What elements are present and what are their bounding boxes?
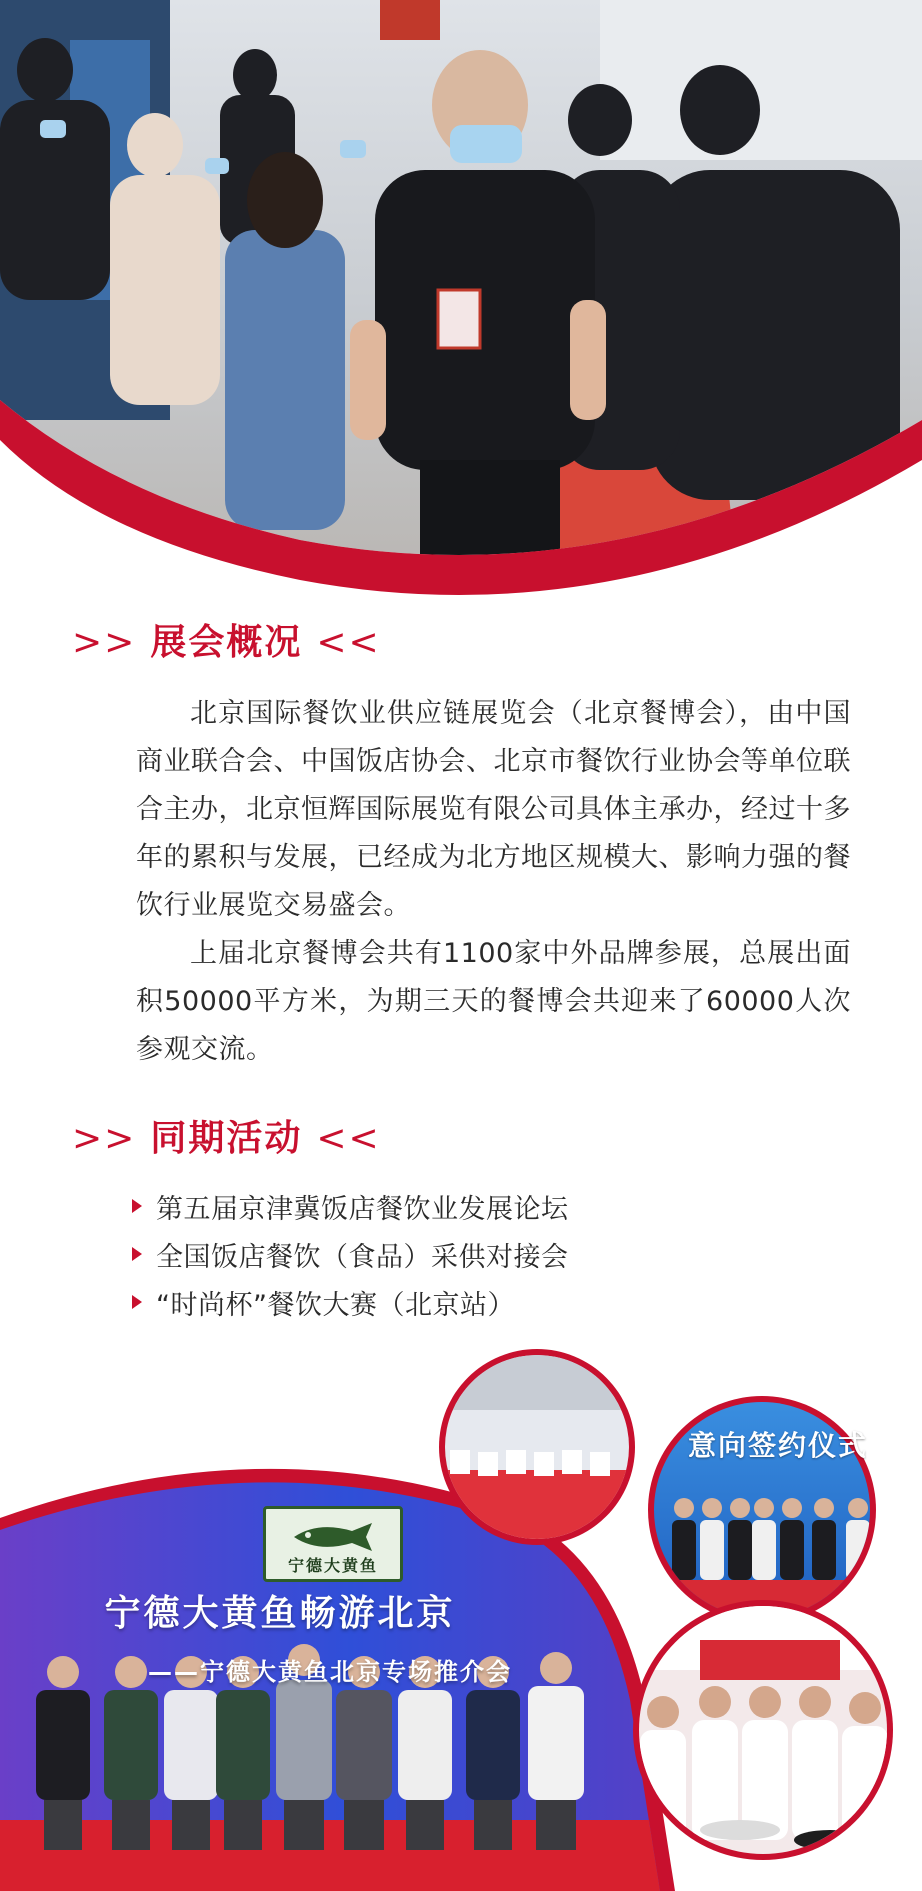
stage-subtitle: ——宁德大黄鱼北京专场推介会 bbox=[148, 1658, 512, 1686]
triangle-bullet-icon bbox=[132, 1247, 142, 1261]
hero-image bbox=[0, 0, 922, 600]
logo-text: 宁德大黄鱼 bbox=[287, 1556, 378, 1575]
overview-heading bbox=[72, 614, 381, 665]
overview-paragraph-2: 上届北京餐博会共有1100家中外品牌参展，总展出面积50000平方米，为期三天的餐博会共迎来了60000人次参观交流。 bbox=[136, 938, 851, 1065]
fish-icon bbox=[288, 1521, 378, 1553]
triangle-bullet-icon bbox=[132, 1295, 142, 1309]
list-item bbox=[132, 1230, 832, 1278]
heading-chevron-left: >> bbox=[72, 1118, 137, 1159]
overview-paragraph-1: 北京国际餐饮业供应链展览会（北京餐博会），由中国商业联合会、中国饭店协会、北京市餐饮行业协会等单位联合主办，北京恒辉国际展览有限公司具体主承办，经过十多年的累积与发展，已经成为北方地区规模大、影响力强的餐饮行业展览交易盛会。 bbox=[136, 698, 851, 921]
signing-ceremony-text: 意向签约仪式 bbox=[688, 1429, 869, 1462]
activities-title: 同期活动 bbox=[150, 1118, 303, 1159]
hero-photo bbox=[0, 0, 922, 600]
brand-logo bbox=[263, 1506, 403, 1582]
list-item-text: “时尚杯”餐饮大赛（北京站） bbox=[156, 1289, 515, 1321]
heading-chevron-right: << bbox=[316, 622, 381, 663]
list-item-text: 第五届京津冀饭店餐饮业发展论坛 bbox=[156, 1193, 569, 1225]
stage-title: 宁德大黄鱼畅游北京 bbox=[104, 1593, 456, 1634]
list-item bbox=[132, 1278, 832, 1326]
overview-title: 展会概况 bbox=[150, 622, 303, 663]
list-item bbox=[132, 1182, 832, 1230]
heading-chevron-left: >> bbox=[72, 622, 137, 663]
activities-heading bbox=[72, 1110, 381, 1161]
heading-chevron-right: << bbox=[316, 1118, 381, 1159]
triangle-bullet-icon bbox=[132, 1199, 142, 1213]
activities-list bbox=[132, 1182, 832, 1326]
list-item-text: 全国饭店餐饮（食品）采供对接会 bbox=[156, 1241, 569, 1273]
